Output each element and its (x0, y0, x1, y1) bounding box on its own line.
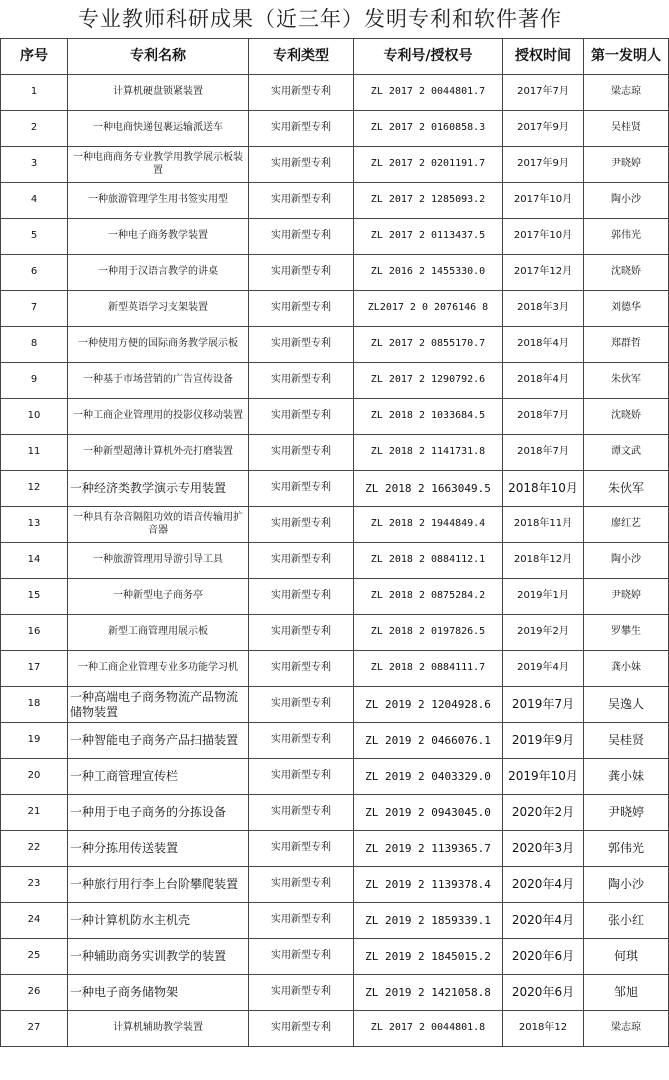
cell-patent-number: ZL 2019 2 1859339.1 (354, 903, 503, 939)
cell-serial: 1 (1, 75, 68, 111)
cell-patent-type: 实用新型专利 (249, 543, 354, 579)
cell-patent-type: 实用新型专利 (249, 723, 354, 759)
cell-patent-number: ZL 2017 2 1285093.2 (354, 183, 503, 219)
cell-serial: 3 (1, 147, 68, 183)
cell-grant-date: 2020年3月 (503, 831, 584, 867)
cell-serial: 11 (1, 435, 68, 471)
cell-serial: 18 (1, 687, 68, 723)
cell-patent-name: 一种旅游管理学生用书签实用型 (68, 183, 249, 219)
table-row (1, 615, 669, 651)
cell-grant-date: 2019年7月 (503, 687, 584, 723)
cell-patent-number: ZL 2019 2 1204928.6 (354, 687, 503, 723)
cell-patent-type: 实用新型专利 (249, 507, 354, 543)
cell-grant-date: 2018年7月 (503, 399, 584, 435)
cell-serial: 2 (1, 111, 68, 147)
cell-serial: 12 (1, 471, 68, 507)
cell-serial: 23 (1, 867, 68, 903)
cell-patent-type: 实用新型专利 (249, 1011, 354, 1047)
cell-patent-name: 一种新型超薄计算机外壳打磨装置 (68, 435, 249, 471)
cell-first-inventor: 龚小妹 (584, 651, 669, 687)
cell-grant-date: 2018年10月 (503, 471, 584, 507)
cell-patent-name: 一种用于汉语言教学的讲桌 (68, 255, 249, 291)
cell-serial: 5 (1, 219, 68, 255)
cell-patent-number: ZL 2016 2 1455330.0 (354, 255, 503, 291)
cell-patent-name: 一种基于市场营销的广告宣传设备 (68, 363, 249, 399)
cell-serial: 7 (1, 291, 68, 327)
cell-serial: 4 (1, 183, 68, 219)
cell-grant-date: 2017年7月 (503, 75, 584, 111)
cell-patent-number: ZL 2017 2 0044801.8 (354, 1011, 503, 1047)
cell-patent-type: 实用新型专利 (249, 399, 354, 435)
cell-patent-number: ZL 2019 2 1139365.7 (354, 831, 503, 867)
cell-grant-date: 2020年4月 (503, 903, 584, 939)
cell-patent-name: 一种新型电子商务亭 (68, 579, 249, 615)
cell-serial: 15 (1, 579, 68, 615)
cell-first-inventor: 罗攀生 (584, 615, 669, 651)
cell-patent-name: 一种电子商务教学装置 (68, 219, 249, 255)
cell-first-inventor: 陶小沙 (584, 543, 669, 579)
cell-serial: 14 (1, 543, 68, 579)
cell-serial: 25 (1, 939, 68, 975)
table-row (1, 651, 669, 687)
header-grant-date: 授权时间 (503, 39, 584, 75)
cell-patent-number: ZL 2017 2 0855170.7 (354, 327, 503, 363)
cell-serial: 21 (1, 795, 68, 831)
cell-grant-date: 2017年10月 (503, 219, 584, 255)
cell-patent-number: ZL 2017 2 0201191.7 (354, 147, 503, 183)
cell-patent-type: 实用新型专利 (249, 255, 354, 291)
cell-grant-date: 2018年3月 (503, 291, 584, 327)
cell-serial: 10 (1, 399, 68, 435)
cell-patent-type: 实用新型专利 (249, 939, 354, 975)
table-row (1, 831, 669, 867)
table-row (1, 759, 669, 795)
cell-patent-type: 实用新型专利 (249, 975, 354, 1011)
table-row (1, 867, 669, 903)
cell-grant-date: 2019年9月 (503, 723, 584, 759)
cell-first-inventor: 邹旭 (584, 975, 669, 1011)
cell-serial: 17 (1, 651, 68, 687)
table-row (1, 507, 669, 543)
cell-patent-type: 实用新型专利 (249, 867, 354, 903)
cell-grant-date: 2018年4月 (503, 363, 584, 399)
cell-patent-name: 一种经济类教学演示专用装置 (68, 471, 249, 507)
cell-grant-date: 2017年10月 (503, 183, 584, 219)
cell-serial: 27 (1, 1011, 68, 1047)
cell-first-inventor: 吴桂贤 (584, 723, 669, 759)
cell-patent-number: ZL 2017 2 1290792.6 (354, 363, 503, 399)
table-row (1, 111, 669, 147)
cell-patent-number: ZL 2018 2 0884111.7 (354, 651, 503, 687)
table-row (1, 147, 669, 183)
cell-first-inventor: 廖红艺 (584, 507, 669, 543)
cell-first-inventor: 张小红 (584, 903, 669, 939)
table-row (1, 183, 669, 219)
cell-serial: 20 (1, 759, 68, 795)
cell-grant-date: 2018年7月 (503, 435, 584, 471)
cell-first-inventor: 吴桂贤 (584, 111, 669, 147)
cell-patent-name: 一种电子商务储物架 (68, 975, 249, 1011)
cell-first-inventor: 朱伙军 (584, 471, 669, 507)
cell-patent-number: ZL2017 2 0 2076146 8 (354, 291, 503, 327)
cell-grant-date: 2018年11月 (503, 507, 584, 543)
cell-patent-type: 实用新型专利 (249, 651, 354, 687)
cell-first-inventor: 梁志琼 (584, 1011, 669, 1047)
cell-serial: 26 (1, 975, 68, 1011)
cell-patent-type: 实用新型专利 (249, 363, 354, 399)
cell-patent-type: 实用新型专利 (249, 219, 354, 255)
table-row (1, 435, 669, 471)
cell-patent-number: ZL 2019 2 0943045.0 (354, 795, 503, 831)
cell-serial: 22 (1, 831, 68, 867)
cell-patent-name: 一种工商企业管理用的投影仪移动装置 (68, 399, 249, 435)
cell-grant-date: 2020年6月 (503, 939, 584, 975)
cell-patent-name: 计算机硬盘锁紧装置 (68, 75, 249, 111)
cell-grant-date: 2018年12 (503, 1011, 584, 1047)
cell-patent-type: 实用新型专利 (249, 435, 354, 471)
cell-patent-number: ZL 2017 2 0044801.7 (354, 75, 503, 111)
cell-grant-date: 2018年12月 (503, 543, 584, 579)
cell-patent-number: ZL 2017 2 0113437.5 (354, 219, 503, 255)
table-row (1, 399, 669, 435)
cell-serial: 19 (1, 723, 68, 759)
cell-patent-name: 一种电商商务专业教学用教学展示板装置 (68, 147, 249, 183)
page-title: 专业教师科研成果（近三年）发明专利和软件著作 (78, 7, 562, 31)
cell-patent-name: 一种分拣用传送装置 (68, 831, 249, 867)
table-row (1, 291, 669, 327)
cell-patent-type: 实用新型专利 (249, 903, 354, 939)
cell-patent-type: 实用新型专利 (249, 759, 354, 795)
cell-patent-name: 一种旅行用行李上台阶攀爬装置 (68, 867, 249, 903)
cell-patent-name: 一种工商企业管理专业多功能学习机 (68, 651, 249, 687)
cell-first-inventor: 郑群哲 (584, 327, 669, 363)
cell-first-inventor: 沈晓娇 (584, 255, 669, 291)
cell-patent-type: 实用新型专利 (249, 291, 354, 327)
cell-patent-number: ZL 2019 2 0466076.1 (354, 723, 503, 759)
cell-patent-name: 一种辅助商务实训教学的装置 (68, 939, 249, 975)
cell-patent-type: 实用新型专利 (249, 75, 354, 111)
cell-grant-date: 2018年4月 (503, 327, 584, 363)
cell-grant-date: 2019年4月 (503, 651, 584, 687)
table-row (1, 327, 669, 363)
table-row (1, 543, 669, 579)
cell-patent-type: 实用新型专利 (249, 687, 354, 723)
table-row (1, 363, 669, 399)
cell-grant-date: 2017年12月 (503, 255, 584, 291)
patent-table (0, 38, 669, 1047)
cell-patent-name: 新型英语学习支架装置 (68, 291, 249, 327)
cell-patent-name: 一种具有杂音隔阻功效的语音传输用扩音器 (68, 507, 249, 543)
cell-patent-number: ZL 2018 2 1141731.8 (354, 435, 503, 471)
table-row (1, 1011, 669, 1047)
cell-serial: 24 (1, 903, 68, 939)
cell-patent-type: 实用新型专利 (249, 111, 354, 147)
table-row (1, 903, 669, 939)
cell-patent-type: 实用新型专利 (249, 615, 354, 651)
cell-patent-type: 实用新型专利 (249, 831, 354, 867)
cell-patent-number: ZL 2019 2 1845015.2 (354, 939, 503, 975)
cell-first-inventor: 陶小沙 (584, 867, 669, 903)
cell-first-inventor: 郭伟光 (584, 831, 669, 867)
cell-first-inventor: 陶小沙 (584, 183, 669, 219)
cell-patent-name: 一种高端电子商务物流产品物流储物装置 (68, 687, 249, 723)
cell-first-inventor: 梁志琼 (584, 75, 669, 111)
cell-first-inventor: 何琪 (584, 939, 669, 975)
cell-first-inventor: 谭文武 (584, 435, 669, 471)
cell-patent-type: 实用新型专利 (249, 795, 354, 831)
cell-patent-name: 一种用于电子商务的分拣设备 (68, 795, 249, 831)
table-row (1, 975, 669, 1011)
header-patent-number: 专利号/授权号 (354, 39, 503, 75)
table-row (1, 795, 669, 831)
cell-grant-date: 2020年2月 (503, 795, 584, 831)
cell-first-inventor: 郭伟光 (584, 219, 669, 255)
table-row (1, 75, 669, 111)
cell-grant-date: 2020年4月 (503, 867, 584, 903)
cell-serial: 13 (1, 507, 68, 543)
cell-patent-name: 一种工商管理宣传栏 (68, 759, 249, 795)
table-row (1, 471, 669, 507)
cell-patent-number: ZL 2019 2 1421058.8 (354, 975, 503, 1011)
cell-patent-number: ZL 2018 2 0875284.2 (354, 579, 503, 615)
cell-grant-date: 2020年6月 (503, 975, 584, 1011)
cell-first-inventor: 沈晓娇 (584, 399, 669, 435)
cell-first-inventor: 龚小妹 (584, 759, 669, 795)
header-first-inventor: 第一发明人 (584, 39, 669, 75)
cell-patent-number: ZL 2019 2 0403329.0 (354, 759, 503, 795)
cell-serial: 8 (1, 327, 68, 363)
cell-first-inventor: 朱伙军 (584, 363, 669, 399)
cell-patent-type: 实用新型专利 (249, 183, 354, 219)
cell-patent-type: 实用新型专利 (249, 327, 354, 363)
cell-patent-number: ZL 2018 2 0884112.1 (354, 543, 503, 579)
cell-patent-number: ZL 2017 2 0160858.3 (354, 111, 503, 147)
table-row (1, 687, 669, 723)
table-row (1, 723, 669, 759)
cell-patent-name: 新型工商管理用展示板 (68, 615, 249, 651)
cell-patent-name: 一种旅游管理用导游引导工具 (68, 543, 249, 579)
header-patent-type: 专利类型 (249, 39, 354, 75)
header-patent-name: 专利名称 (68, 39, 249, 75)
cell-first-inventor: 尹晓婷 (584, 147, 669, 183)
cell-patent-number: ZL 2018 2 1663049.5 (354, 471, 503, 507)
cell-first-inventor: 吴逸人 (584, 687, 669, 723)
cell-patent-type: 实用新型专利 (249, 579, 354, 615)
cell-grant-date: 2017年9月 (503, 111, 584, 147)
cell-patent-name: 计算机辅助教学装置 (68, 1011, 249, 1047)
cell-first-inventor: 刘德华 (584, 291, 669, 327)
cell-first-inventor: 尹晓婷 (584, 795, 669, 831)
cell-grant-date: 2019年1月 (503, 579, 584, 615)
cell-patent-type: 实用新型专利 (249, 147, 354, 183)
cell-first-inventor: 尹晓婷 (584, 579, 669, 615)
cell-patent-number: ZL 2018 2 0197826.5 (354, 615, 503, 651)
cell-patent-number: ZL 2018 2 1944849.4 (354, 507, 503, 543)
cell-patent-name: 一种智能电子商务产品扫描装置 (68, 723, 249, 759)
cell-patent-name: 一种使用方便的国际商务教学展示板 (68, 327, 249, 363)
cell-grant-date: 2017年9月 (503, 147, 584, 183)
cell-patent-name: 一种计算机防水主机壳 (68, 903, 249, 939)
cell-grant-date: 2019年10月 (503, 759, 584, 795)
cell-patent-number: ZL 2019 2 1139378.4 (354, 867, 503, 903)
cell-serial: 6 (1, 255, 68, 291)
cell-patent-number: ZL 2018 2 1033684.5 (354, 399, 503, 435)
cell-patent-type: 实用新型专利 (249, 471, 354, 507)
cell-serial: 16 (1, 615, 68, 651)
table-row (1, 219, 669, 255)
cell-serial: 9 (1, 363, 68, 399)
table-row (1, 579, 669, 615)
cell-grant-date: 2019年2月 (503, 615, 584, 651)
header-serial: 序号 (1, 39, 68, 75)
table-row (1, 939, 669, 975)
table-row (1, 255, 669, 291)
cell-patent-name: 一种电商快递包裹运输派送车 (68, 111, 249, 147)
table-header-row (1, 39, 669, 75)
